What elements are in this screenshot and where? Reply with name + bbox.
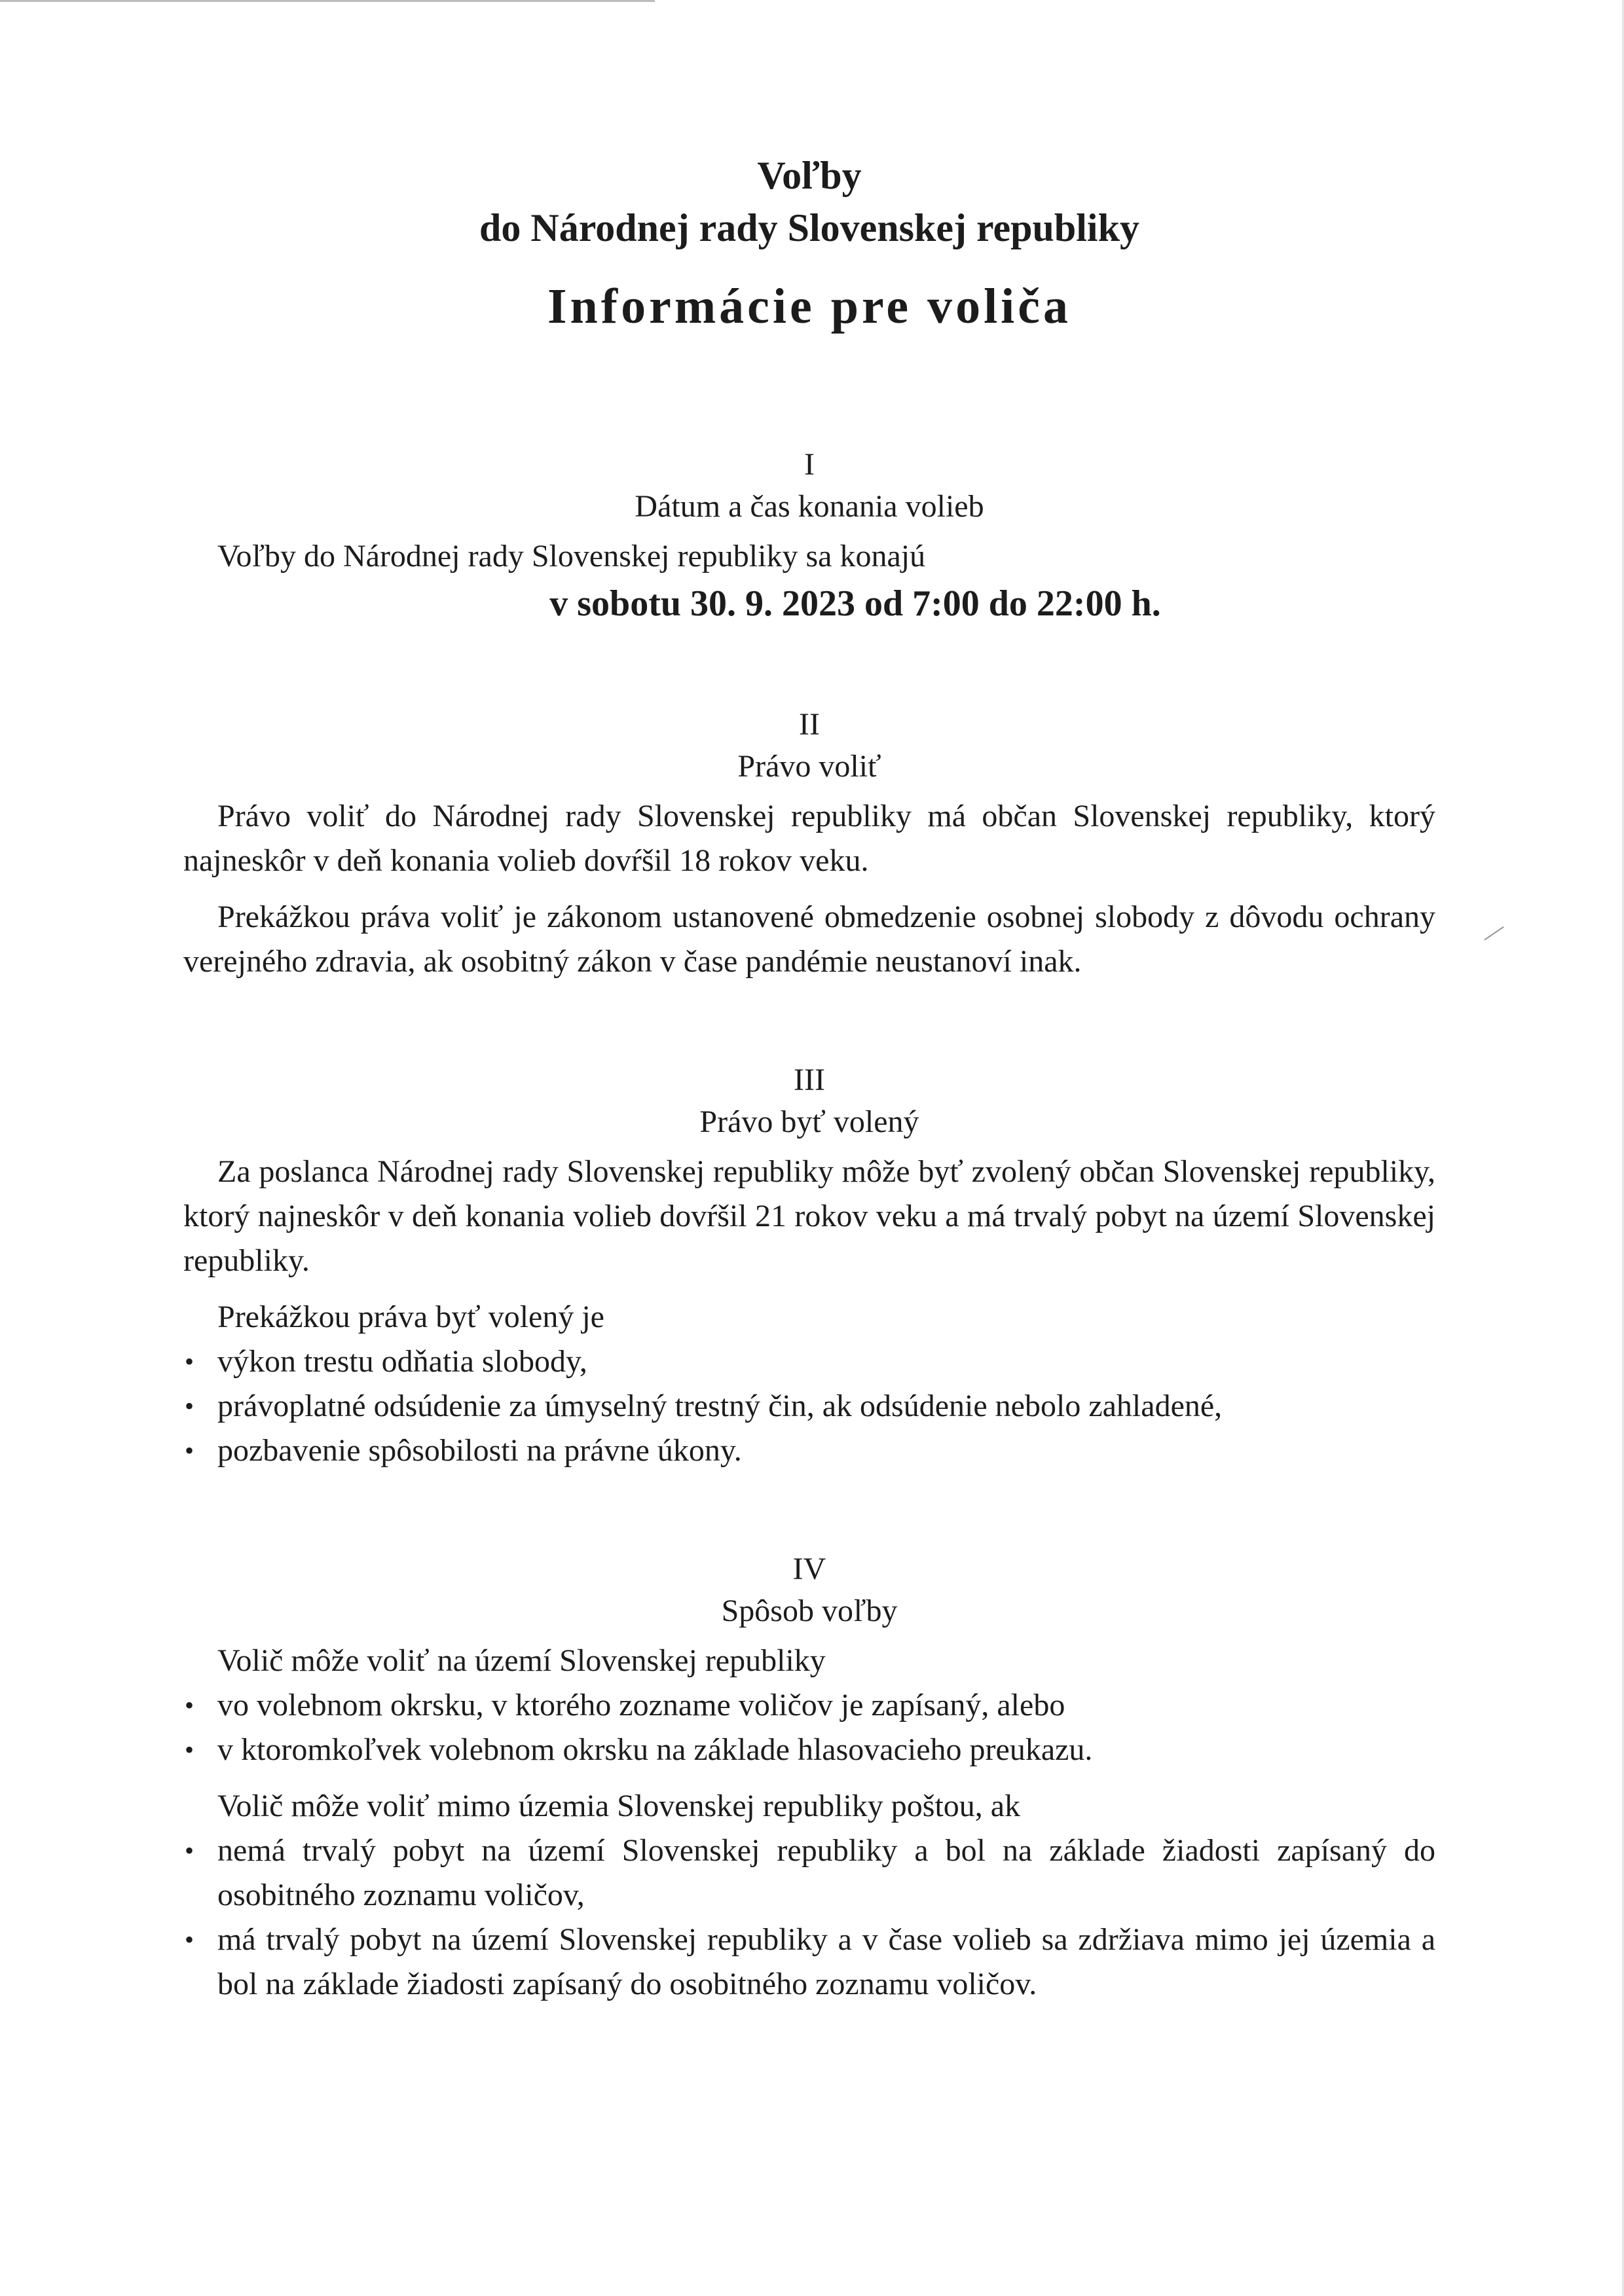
list-item bbox=[183, 1429, 1435, 1473]
document-subtitle: do Národnej rady Slovenskej republiky bbox=[479, 206, 1139, 249]
list-item-text: má trvalý pobyt na území Slovenskej republiky a v čase volieb sa zdržiava mimo jej územia a bol na základe žiadosti zapísaný do osobitného zoznamu voličov. bbox=[217, 1922, 1435, 2001]
list-lead: Prekážkou práva byť volený je bbox=[217, 1300, 604, 1334]
section-number: II bbox=[799, 707, 820, 742]
section-number: III bbox=[794, 1063, 825, 1097]
section-date-and-time bbox=[183, 444, 1435, 629]
list-item bbox=[183, 1918, 1435, 2007]
scan-edge-top bbox=[0, 0, 655, 2]
section-lead: Voľby do Národnej rady Slovenskej republiky sa konajú bbox=[217, 539, 926, 574]
paragraph: Prekážkou práva voliť je zákonom ustanovené obmedzenie osobnej slobody z dôvodu ochrany verejného zdravia, ak osobitný zákon v čase pandémie neustanoví inak. bbox=[183, 900, 1435, 979]
document-title: Voľby bbox=[757, 154, 862, 197]
section-voting-method bbox=[183, 1548, 1435, 2007]
bullet-list bbox=[183, 1339, 1435, 1473]
list-item-text: pozbavenie spôsobilosti na právne úkony. bbox=[217, 1433, 742, 1468]
bullet-icon: • bbox=[185, 1347, 194, 1376]
list-item-text: právoplatné odsúdenie za úmyselný trestný čin, ak odsúdenie nebolo zahladené, bbox=[217, 1389, 1223, 1423]
list-item-text: výkon trestu odňatia slobody, bbox=[217, 1344, 587, 1379]
bullet-icon: • bbox=[185, 1391, 194, 1421]
election-date: v sobotu 30. 9. 2023 od 7:00 do 22:00 h. bbox=[549, 583, 1161, 624]
list-item-text: v ktoromkoľvek volebnom okrsku na základe hlasovacieho preukazu. bbox=[217, 1732, 1093, 1767]
section-right-to-be-elected bbox=[183, 1059, 1435, 1473]
bullet-icon: • bbox=[185, 1436, 194, 1465]
section-title: Právo byť volený bbox=[699, 1104, 919, 1139]
stray-pen-mark: ⁄ bbox=[1486, 917, 1502, 949]
document-heading: Informácie pre voliča bbox=[547, 279, 1072, 334]
list-item bbox=[183, 1829, 1435, 1918]
list-lead: Volič môže voliť na území Slovenskej republiky bbox=[217, 1643, 826, 1678]
bullet-list bbox=[183, 1829, 1435, 2007]
list-item-text: nemá trvalý pobyt na území Slovenskej republiky a bol na základe žiadosti zapísaný do osobitného zoznamu voličov, bbox=[217, 1833, 1435, 1912]
section-right-to-vote bbox=[183, 704, 1435, 984]
section-title: Spôsob voľby bbox=[721, 1594, 898, 1628]
bullet-icon: • bbox=[185, 1925, 194, 1954]
bullet-icon: • bbox=[185, 1690, 194, 1720]
section-title: Právo voliť bbox=[737, 749, 881, 784]
list-item-text: vo volebnom okrsku, v ktorého zozname voličov je zapísaný, alebo bbox=[217, 1688, 1065, 1722]
section-number: I bbox=[804, 447, 815, 482]
paragraph: Právo voliť do Národnej rady Slovenskej republiky má občan Slovenskej republiky, ktorý najneskôr v deň konania volieb dovŕšil 18 rokov veku. bbox=[183, 799, 1435, 878]
document-page bbox=[183, 149, 1435, 2018]
bullet-icon: • bbox=[185, 1735, 194, 1764]
section-number: IV bbox=[792, 1552, 826, 1586]
paragraph: Za poslanca Národnej rady Slovenskej republiky môže byť zvolený občan Slovenskej republiky, ktorý najneskôr v deň konania volieb dovŕšil 21 rokov veku a má trvalý pobyt na území Slovenskej republiky. bbox=[183, 1154, 1435, 1278]
bullet-icon: • bbox=[185, 1836, 194, 1865]
list-item bbox=[183, 1339, 1435, 1384]
bullet-list bbox=[183, 1683, 1435, 1772]
list-item bbox=[183, 1683, 1435, 1728]
list-item bbox=[183, 1384, 1435, 1429]
section-title: Dátum a čas konania volieb bbox=[635, 489, 984, 524]
list-item bbox=[183, 1728, 1435, 1772]
list-lead: Volič môže voliť mimo územia Slovenskej republiky poštou, ak bbox=[217, 1789, 1021, 1823]
